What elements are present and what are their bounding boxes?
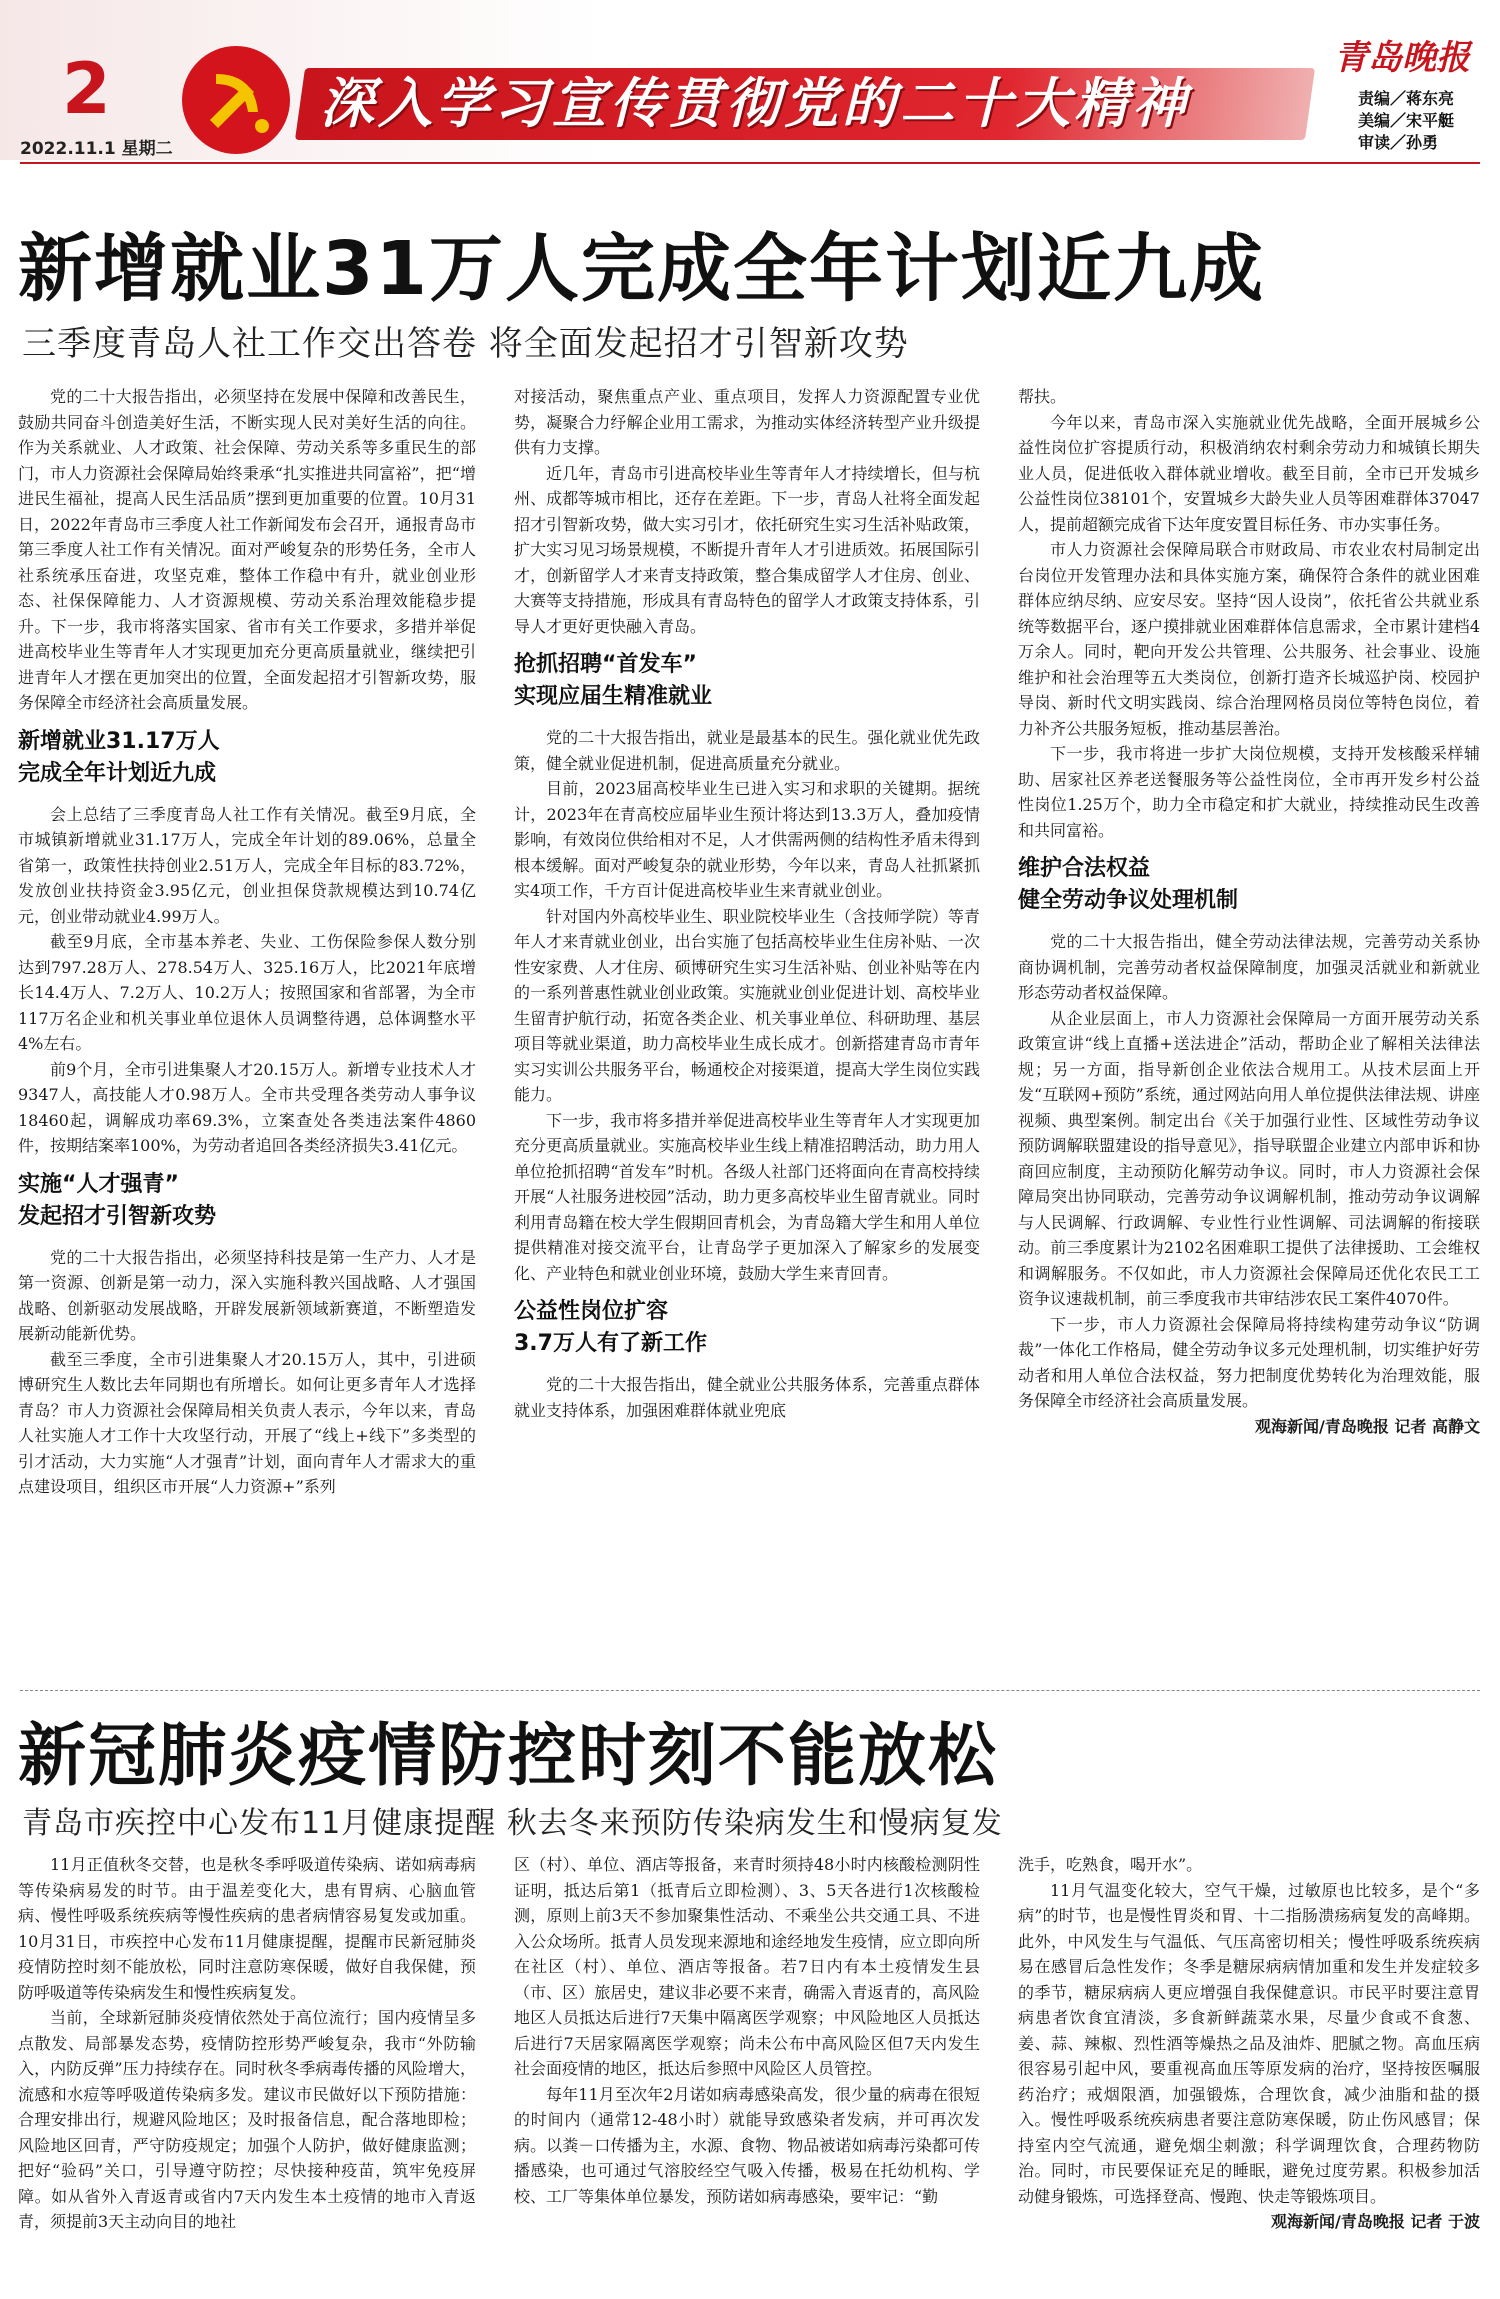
page-number: 2: [62, 48, 109, 130]
paragraph: 下一步，市人力资源社会保障局将持续构建劳动争议“防调裁”一体化工作格局，健全劳动争议多元处理机制，切实维护好劳动者和用人单位合法权益，努力把制度优势转化为治理效能，服务保障全市经济社会高质量发展。: [1018, 1314, 1480, 1410]
editor-credits: [1358, 88, 1454, 154]
banner-title: 深入学习宣传贯彻党的二十大精神: [320, 72, 1190, 135]
paragraph: 截至三季度，全市引进集聚人才20.15万人，其中，引进硕博研究生人数比去年同期也有所增长。如何让更多青年人才选择青岛？市人力资源社会保障局相关负责人表示，今年以来，青岛人社实施人才工作十大攻坚行动，开展了“线上+线下”多类型的引才活动，大力实施“人才强青”计划，面向青年人才需求大的重点建设项目，组织区市开展“人力资源+”系列: [18, 1349, 476, 1496]
article1-subheadline: 三季度青岛人社工作交出答卷 将全面发起招才引智新攻势: [22, 324, 909, 364]
paragraph: 党的二十大报告指出，健全就业公共服务体系，完善重点群体就业支持体系，加强困难群体就业兜底: [514, 1375, 980, 1420]
article2-column-3: [1018, 1852, 1480, 2292]
masthead-rule: [20, 162, 1480, 164]
article1-headline: 新增就业31万人完成全年计划近九成: [18, 226, 1265, 312]
paragraph: 11月正值秋冬交替，也是秋冬季呼吸道传染病、诺如病毒病等传染病易发的时节。由于温差变化大，患有胃病、心脑血管病、慢性呼吸系统疾病等慢性疾病的患者病情容易复发或加重。10月31日，市疾控中心发布11月健康提醒，提醒市民新冠肺炎疫情防控时刻不能放松，同时注意防寒保暖，做好自我保健，预防呼吸道等传染病发生和慢性疾病复发。: [18, 1855, 476, 2002]
section-heading: 维护合法权益 健全劳动争议处理机制: [1018, 856, 1239, 913]
paragraph: 帮扶。: [1018, 387, 1067, 406]
paragraph: 会上总结了三季度青岛人社工作有关情况。截至9月底，全市城镇新增就业31.17万人，完成全年计划的89.06%，总量全省第一，政策性扶持创业2.51万人，完成全年目标的83.72%，发放创业扶持资金3.95亿元，创业担保贷款规模达到10.74亿元，创业带动就业4.99万人。: [18, 804, 476, 926]
paragraph: 11月气温变化较大，空气干燥，过敏原也比较多，是个“多病”的时节，也是慢性胃炎和胃、十二指肠溃疡病复发的高峰期。此外，中风发生与气温低、气压高密切相关；慢性呼吸系统疾病易在感冒后急性发作；冬季是糖尿病病情加重和发生并发症较多的季节，糖尿病病人更应增强自我保健意识。市民平时要注意胃病患者饮食宜清淡，多食新鲜蔬菜水果，尽量少食或不食葱、姜、蒜、辣椒、烈性酒等燥热之品及油炸、肥腻之物。高血压病很容易引起中风，要重视高血压等原发病的治疗，坚持按医嘱服药治疗；戒烟限酒，加强锻炼，合理饮食，减少油脂和盐的摄入。慢性呼吸系统疾病患者要注意防寒保暖，防止伤风感冒；保持室内空气流通，避免烟尘刺激；科学调理饮食，合理药物防治。同时，市民要保证充足的睡眠，避免过度劳累。积极参加活动健身锻炼，可选择登高、慢跑、快走等锻炼项目。: [1018, 1880, 1480, 2206]
article1-column-1: [18, 384, 476, 1668]
paragraph: 前9个月，全市引进集聚人才20.15万人。新增专业技术人才9347人，高技能人才0.98万人。全市共受理各类劳动人事争议18460起，调解成功率69.3%，立案查处各类违法案件4860件，按期结案率100%，为劳动者追回各类经济损失3.41亿元。: [18, 1059, 476, 1155]
byline: 观海新闻/青岛晚报 记者 高静文: [1255, 1416, 1480, 1436]
paragraph: 目前，2023届高校毕业生已进入实习和求职的关键期。据统计，2023年在青高校应届毕业生预计将达到13.3万人，叠加疫情影响，有效岗位供给相对不足，人才供需两侧的结构性矛盾未得到根本缓解。面对严峻复杂的就业形势，今年以来，青岛人社抓紧抓实4项工作，千方百计促进高校毕业生来青就业创业。: [514, 779, 980, 900]
paragraph: 截至9月底，全市基本养老、失业、工伤保险参保人数分别达到797.28万人、278.54万人、325.16万人，比2021年底增长14.4万人、7.2万人、10.2万人；按照国家和省部署，为全市117万名企业和机关事业单位退休人员调整待遇，总体调整水平4%左右。: [18, 932, 476, 1053]
paragraph: 当前，全球新冠肺炎疫情依然处于高位流行；国内疫情呈多点散发、局部暴发态势，疫情防控形势严峻复杂，我市“外防输入，内防反弹”压力持续存在。同时秋冬季病毒传播的风险增大，流感和水痘等呼吸道传染病多发。建议市民做好以下预防措施：合理安排出行，规避风险地区；及时报备信息，配合落地即检；风险地区回青，严守防疫规定；加强个人防护，做好健康监测；把好“验码”关口，引导遵守防控；尽快接种疫苗，筑牢免疫屏障。如从省外入青返青或省内7天内发生本土疫情的地市入青返青，须提前3天主动向目的地社: [18, 2008, 476, 2231]
section-heading: 实施“人才强青” 发起招才引智新攻势: [18, 1171, 217, 1229]
credit-editor: 责编／蒋东亮: [1357, 89, 1454, 108]
issue-date: 2022.11.1 星期二: [20, 139, 173, 159]
article2-column-2: [514, 1852, 980, 2292]
paragraph: 每年11月至次年2月诺如病毒感染高发，很少量的病毒在很短的时间内（通常12-48小时）就能导致感染者发病，并可再次发病。以粪－口传播为主，水源、食物、物品被诺如病毒污染都可传播感染，也可通过气溶胶经空气吸入传播，极易在托幼机构、学校、工厂等集体单位暴发，预防诺如病毒感染，要牢记：“勤: [514, 2084, 980, 2206]
article1-column-3: [1018, 384, 1480, 1668]
section-heading: 新增就业31.17万人 完成全年计划近九成: [18, 728, 220, 786]
paragraph: 洗手，吃熟食，喝开水”。: [1018, 1855, 1203, 1874]
paragraph: 下一步，我市将进一步扩大岗位规模，支持开发核酸采样辅助、居家社区养老送餐服务等公益性岗位，全市再开发乡村公益性岗位1.25万个，助力全市稳定和扩大就业，持续推动民生改善和共同富裕。: [1018, 744, 1480, 840]
article1-column-2: [514, 384, 980, 1668]
paragraph: 下一步，我市将多措并举促进高校毕业生等青年人才实现更加充分更高质量就业。实施高校毕业生线上精准招聘活动，助力用人单位抢抓招聘“首发车”时机。各级人社部门还将面向在青高校持续开展“人社服务进校园”活动，助力更多高校毕业生留青就业。同时利用青岛籍在校大学生假期回青机会，为青岛籍大学生和用人单位提供精准对接交流平台，让青岛学子更加深入了解家乡的发展变化、产业特色和就业创业环境，鼓励大学生来青回青。: [514, 1110, 980, 1283]
byline: 观海新闻/青岛晚报 记者 于波: [1271, 2212, 1480, 2231]
paragraph: 党的二十大报告指出，健全劳动法律法规，完善劳动关系协商协调机制，完善劳动者权益保障制度，加强灵活就业和新就业形态劳动者权益保障。: [1018, 932, 1480, 1002]
article2-headline: 新冠肺炎疫情防控时刻不能放松: [18, 1717, 999, 1796]
section-heading: 公益性岗位扩容 3.7万人有了新工作: [514, 1299, 707, 1356]
credit-designer: 美编／宋平艇: [1357, 111, 1454, 130]
paragraph: 针对国内外高校毕业生、职业院校毕业生（含技师学院）等青年人才来青就业创业，出台实施了包括高校毕业生住房补贴、一次性安家费、人才住房、硕博研究生实习生活补贴、创业补贴等在内的一系列普惠性就业创业政策。实施就业创业促进计划、高校毕业生留青护航行动，拓宽各类企业、机关事业单位、科研助理、基层项目等就业渠道，助力高校毕业生成长成才。创新搭建青岛市青年实习实训公共服务平台，畅通校企对接渠道，提高大学生岗位实践能力。: [514, 906, 980, 1104]
article-divider: [20, 1690, 1480, 1691]
paragraph: 对接活动，聚焦重点产业、重点项目，发挥人力资源配置专业优势，凝聚合力纾解企业用工需求，为推动实体经济转型产业升级提供有力支撑。: [514, 387, 980, 457]
paragraph: 党的二十大报告指出，就业是最基本的民生。强化就业优先政策，健全就业促进机制，促进高质量充分就业。: [514, 728, 980, 773]
article2-subheadline: 青岛市疾控中心发布11月健康提醒 秋去冬来预防传染病发生和慢病复发: [22, 1806, 1003, 1841]
newspaper-logo: 青岛晚报: [1334, 38, 1470, 78]
party-emblem-icon: [176, 40, 296, 160]
masthead: [0, 0, 1500, 160]
paragraph: 党的二十大报告指出，必须坚持科技是第一生产力、人才是第一资源、创新是第一动力，深入实施科教兴国战略、人才强国战略、创新驱动发展战略，开辟发展新领域新赛道，不断塑造发展新动能新优势。: [18, 1247, 476, 1343]
paragraph: 区（村）、单位、酒店等报备，来青时须持48小时内核酸检测阴性证明，抵达后第1（抵青后立即检测）、3、5天各进行1次核酸检测，原则上前3天不参加聚集性活动、不乘坐公共交通工具、不进入公众场所。抵青人员发现来源地和途经地发生疫情，应立即向所在社区（村）、单位、酒店等报备。若7日内有本土疫情发生县（市、区）旅居史，建议非必要不来青，确需入青返青的，高风险地区人员抵达后进行7天集中隔离医学观察；中风险地区人员抵达后进行7天居家隔离医学观察；尚未公布中高风险区但7天内发生社会面疫情的地区，抵达后参照中风险区人员管控。: [514, 1855, 980, 2078]
paragraph: 今年以来，青岛市深入实施就业优先战略，全面开展城乡公益性岗位扩容提质行动，积极消纳农村剩余劳动力和城镇长期失业人员，促进低收入群体就业增收。截至目前，全市已开发城乡公益性岗位38101个，安置城乡大龄失业人员等困难群体37047人，提前超额完成省下达年度安置目标任务、市办实事任务。: [1018, 412, 1480, 534]
paragraph: 党的二十大报告指出，必须坚持在发展中保障和改善民生，鼓励共同奋斗创造美好生活，不断实现人民对美好生活的向往。作为关系就业、人才政策、社会保障、劳动关系等多重民生的部门，市人力资源社会保障局始终秉承“扎实推进共同富裕”，把“增进民生福祉，提高人民生活品质”摆到更加重要的位置。10月31日，2022年青岛市三季度人社工作新闻发布会召开，通报青岛市第三季度人社工作有关情况。面对严峻复杂的形势任务，全市人社系统承压奋进，攻坚克难，整体工作稳中有升，就业创业形态、社保保障能力、人才资源规模、劳动关系治理效能稳步提升。下一步，我市将落实国家、省市有关工作要求，多措并举促进高校毕业生等青年人才实现更加充分更高质量就业，继续把引进青年人才摆在更加突出的位置，全面发起招才引智新攻势，服务保障全市经济社会高质量发展。: [18, 387, 476, 712]
paragraph: 近几年，青岛市引进高校毕业生等青年人才持续增长，但与杭州、成都等城市相比，还存在差距。下一步，青岛人社将全面发起招才引智新攻势，做大实习引才，依托研究生实习生活补贴政策，扩大实习见习场景规模，不断提升青年人才引进质效。拓展国际引才，创新留学人才来青支持政策，整合集成留学人才住房、创业、大赛等支持措施，形成具有青岛特色的留学人才政策支持体系，引导人才更好更快融入青岛。: [514, 463, 980, 636]
section-heading: 抢抓招聘“首发车” 实现应届生精准就业: [514, 652, 713, 709]
paragraph: 市人力资源社会保障局联合市财政局、市农业农村局制定出台岗位开发管理办法和具体实施方案，确保符合条件的就业困难群体应纳尽纳、应安尽安。坚持“因人设岗”，依托省公共就业系统等数据平台，逐户摸排就业困难群体信息需求，全市累计建档4万余人。同时，靶向开发公共管理、公共服务、社会事业、设施维护和社会治理等五大类岗位，创新打造齐长城巡护岗、校园护导岗、新时代文明实践岗、综合治理网格员岗位等特色岗位，着力补齐公共服务短板，推动基层善治。: [1018, 540, 1480, 738]
paragraph: 从企业层面上，市人力资源社会保障局一方面开展劳动关系政策宣讲“线上直播+送法进企”活动，帮助企业了解相关法律法规；另一方面，指导新创企业依法合规用工。从技术层面上开发“互联网+预防”系统，通过网站向用人单位提供法律法规、讲座视频、典型案例。制定出台《关于加强行业性、区域性劳动争议预防调解联盟建设的指导意见》，指导联盟企业建立内部申诉和协商回应制度，主动预防化解劳动争议。同时，市人力资源社会保障局突出协同联动，完善劳动争议调解机制，推动劳动争议调解与人民调解、行政调解、专业性行业性调解、司法调解的衔接联动。前三季度累计为2102名困难职工提供了法律援助、工会维权和调解服务。不仅如此，市人力资源社会保障局还优化农民工工资争议速裁机制，前三季度我市共审结涉农民工案件4070件。: [1018, 1008, 1480, 1308]
article2-column-1: [18, 1852, 476, 2292]
credit-reviewer: 审读／孙勇: [1357, 133, 1438, 152]
